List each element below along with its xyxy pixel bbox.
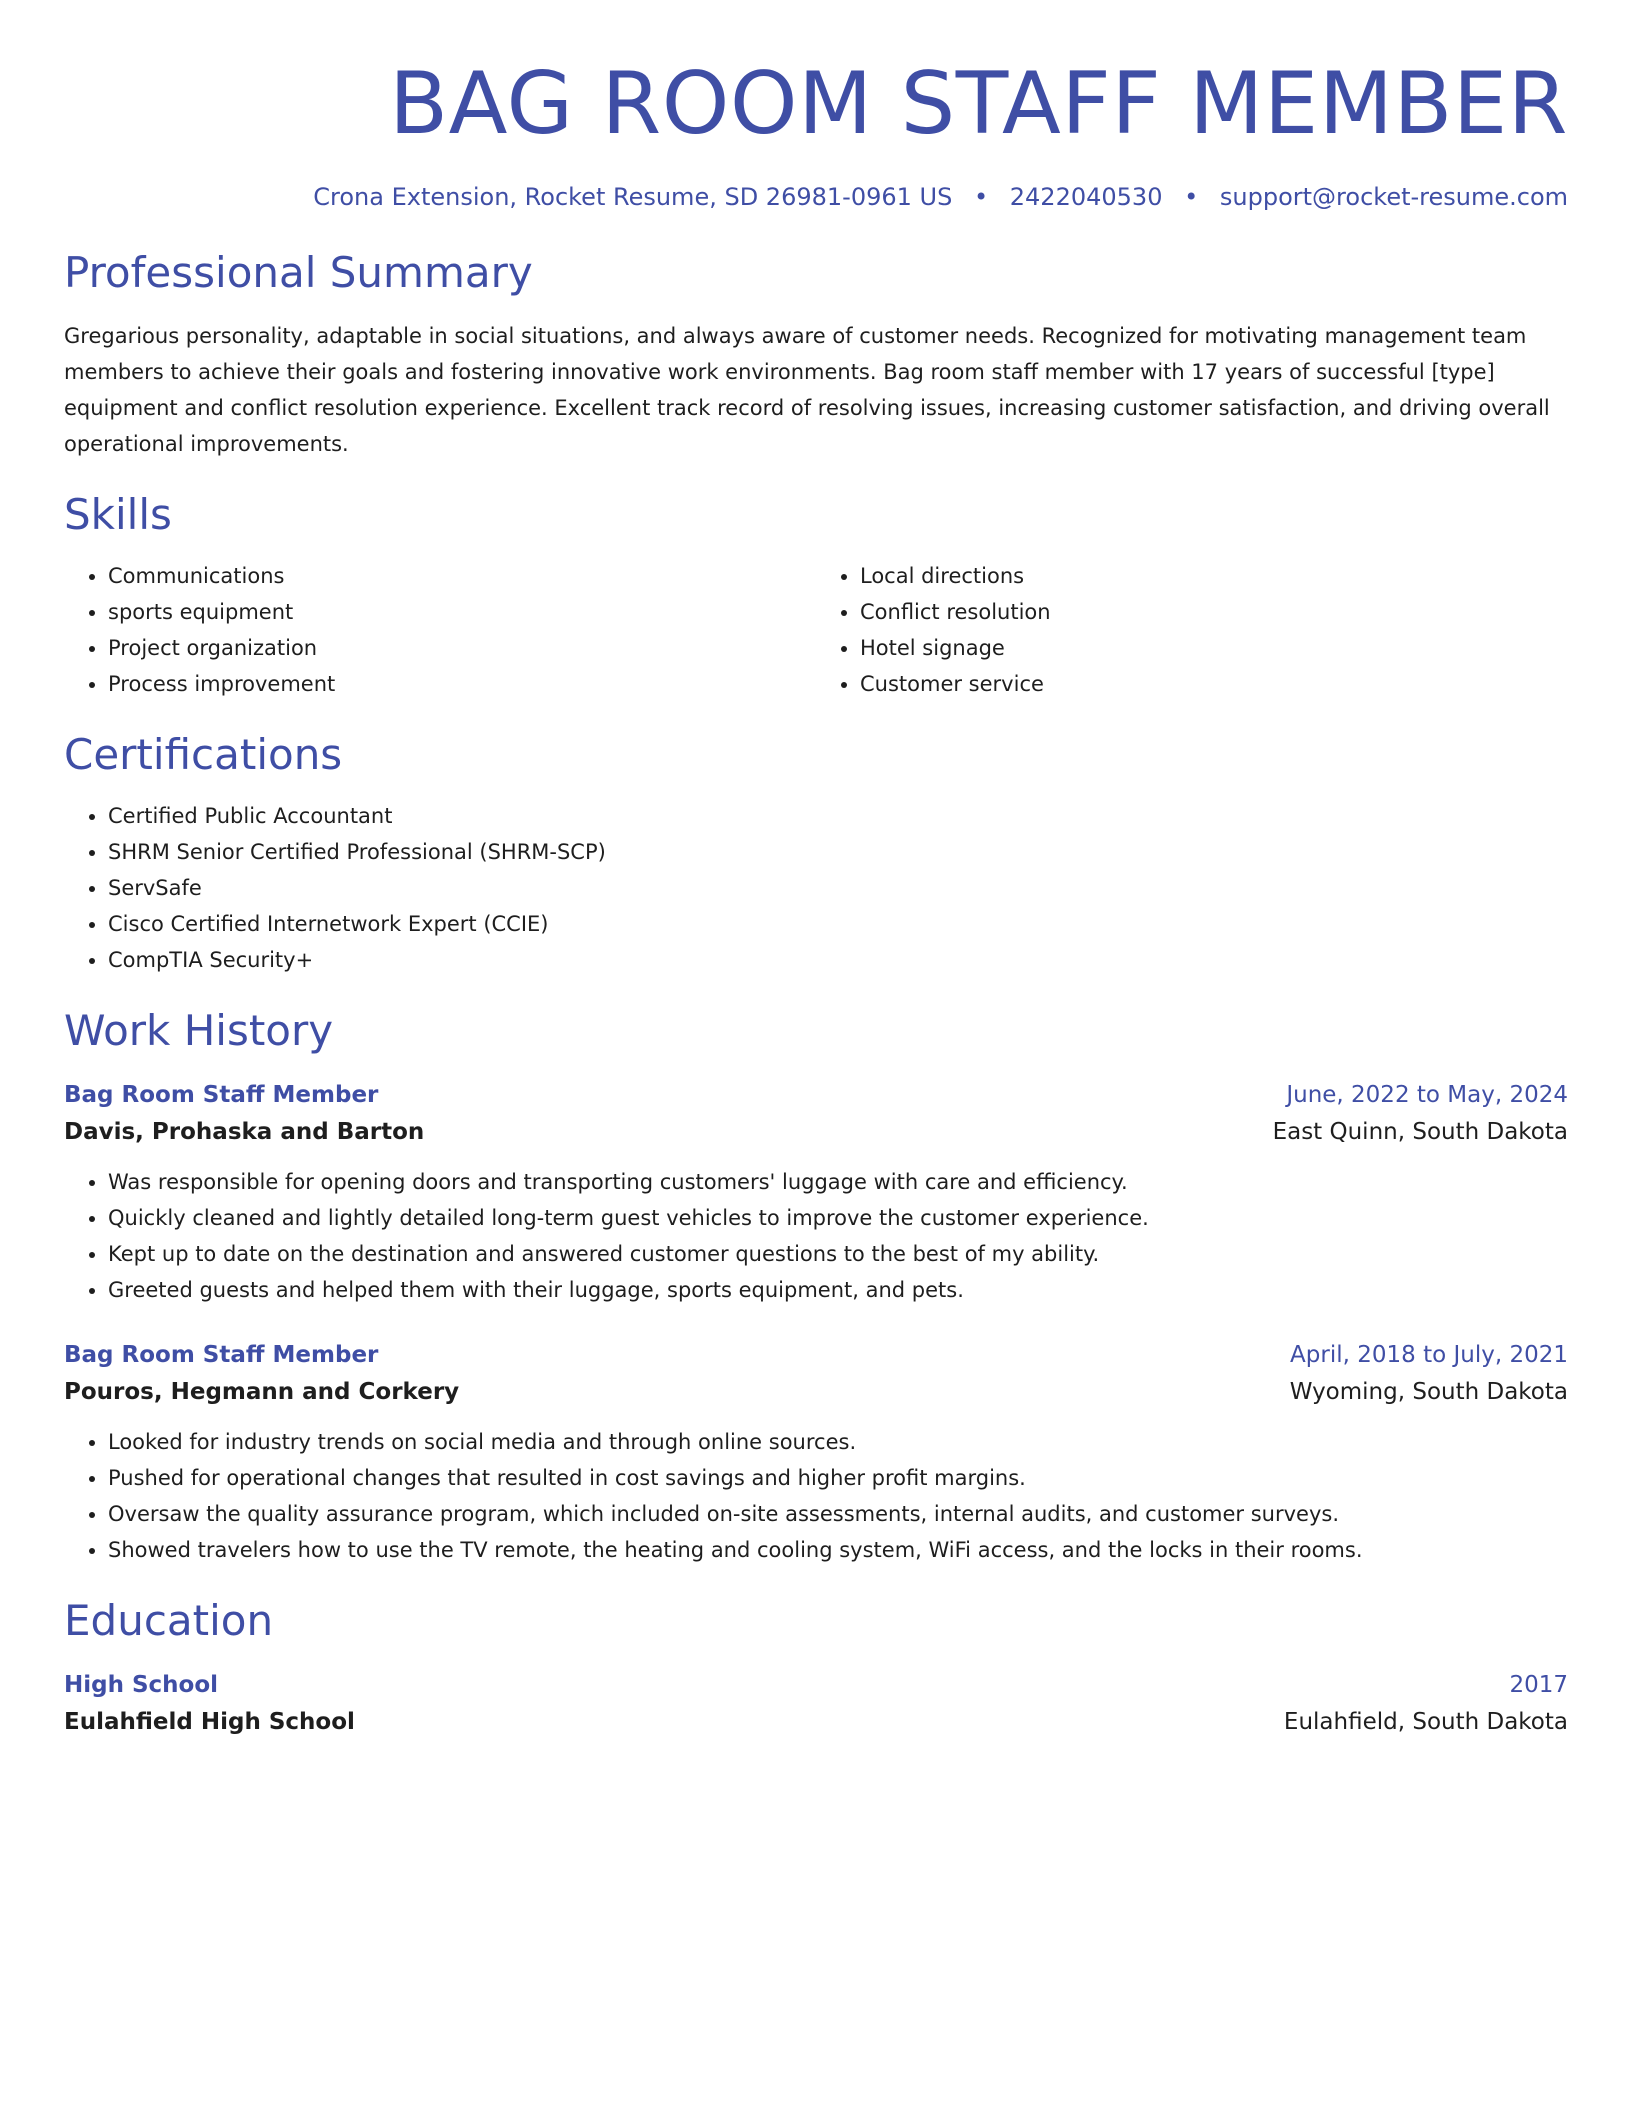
skill-item: • Communications xyxy=(108,558,816,594)
skills-list-right xyxy=(816,558,1568,702)
job-entry xyxy=(64,1078,1568,1308)
skills-heading: Skills xyxy=(64,490,172,539)
job-location: Wyoming, South Dakota xyxy=(1289,1379,1568,1405)
job-bullet: • Showed travelers how to use the TV remote, the heating and cooling system, WiFi access, and the locks in their rooms. xyxy=(108,1532,1568,1568)
skills-grid xyxy=(64,558,1568,702)
contact-email: support@rocket-resume.com xyxy=(1219,183,1568,211)
skill-item: • Customer service xyxy=(860,666,1568,702)
job-bullet: • Was responsible for opening doors and transporting customers' luggage with care and efficiency. xyxy=(108,1164,1568,1200)
certifications-list xyxy=(64,798,1568,978)
education-school-row xyxy=(64,1702,1568,1742)
skill-item: • Project organization xyxy=(108,630,816,666)
job-bullet: • Oversaw the quality assurance program, which included on-site assessments, internal audits, and customer surveys. xyxy=(108,1496,1568,1532)
skill-item: • sports equipment xyxy=(108,594,816,630)
job-bullet: • Kept up to date on the destination and answered customer questions to the best of my ability. xyxy=(108,1236,1568,1272)
job-bullets xyxy=(64,1164,1568,1308)
job-location: East Quinn, South Dakota xyxy=(1272,1119,1568,1145)
summary-heading: Professional Summary xyxy=(64,248,533,297)
contact-line xyxy=(64,182,1568,212)
job-company-row xyxy=(64,1372,1568,1412)
certification-item: • CompTIA Security+ xyxy=(108,942,1568,978)
education-heading: Education xyxy=(64,1596,274,1645)
contact-address: Crona Extension, Rocket Resume, SD 26981-0961 US xyxy=(313,183,953,211)
certification-item: • Certified Public Accountant xyxy=(108,798,1568,834)
contact-separator: • xyxy=(973,183,989,211)
job-bullet: • Quickly cleaned and lightly detailed long-term guest vehicles to improve the customer experience. xyxy=(108,1200,1568,1236)
education-year: 2017 xyxy=(1509,1672,1568,1698)
candidate-name: BAG ROOM STAFF MEMBER xyxy=(389,54,1568,154)
education-school: Eulahfield High School xyxy=(64,1709,355,1735)
job-entry xyxy=(64,1338,1568,1568)
job-title-row xyxy=(64,1338,1568,1372)
job-bullet: • Greeted guests and helped them with their luggage, sports equipment, and pets. xyxy=(108,1272,1568,1308)
job-title: Bag Room Staff Member xyxy=(64,1342,379,1368)
job-company-row xyxy=(64,1112,1568,1152)
job-title: Bag Room Staff Member xyxy=(64,1082,379,1108)
contact-separator: • xyxy=(1184,183,1199,211)
job-company: Pouros, Hegmann and Corkery xyxy=(64,1379,460,1405)
summary-text: Gregarious personality, adaptable in social situations, and always aware of customer needs. Recognized for motivating management team members to achieve their goals and fostering innovative work environments. Bag room staff member with 17 years of successful [type] equipment and conflict resolution experience. Excellent track record of resolving issues, increasing customer satisfaction, and driving overall operational improvements. xyxy=(64,324,1550,456)
education-degree-row xyxy=(64,1668,1568,1702)
certification-item: • SHRM Senior Certified Professional (SHRM-SCP) xyxy=(108,834,1568,870)
job-company: Davis, Prohaska and Barton xyxy=(64,1119,425,1145)
skill-item: • Local directions xyxy=(860,558,1568,594)
skill-item: • Hotel signage xyxy=(860,630,1568,666)
resume-header xyxy=(64,56,1568,212)
job-dates: June, 2022 to May, 2024 xyxy=(1286,1082,1568,1108)
contact-phone: 2422040530 xyxy=(1009,183,1163,211)
education-entry xyxy=(64,1668,1568,1742)
job-bullet: • Pushed for operational changes that resulted in cost savings and higher profit margins. xyxy=(108,1460,1568,1496)
education-location: Eulahfield, South Dakota xyxy=(1283,1709,1568,1735)
job-dates: April, 2018 to July, 2021 xyxy=(1290,1342,1568,1368)
job-bullet: • Looked for industry trends on social media and through online sources. xyxy=(108,1424,1568,1460)
job-title-row xyxy=(64,1078,1568,1112)
certifications-heading: Certifications xyxy=(64,730,343,779)
job-bullets xyxy=(64,1424,1568,1568)
education-degree: High School xyxy=(64,1672,219,1698)
skills-list-left xyxy=(64,558,816,702)
work-history-heading: Work History xyxy=(64,1006,334,1055)
skill-item: • Process improvement xyxy=(108,666,816,702)
skill-item: • Conflict resolution xyxy=(860,594,1568,630)
certification-item: • ServSafe xyxy=(108,870,1568,906)
certification-item: • Cisco Certified Internetwork Expert (CCIE) xyxy=(108,906,1568,942)
